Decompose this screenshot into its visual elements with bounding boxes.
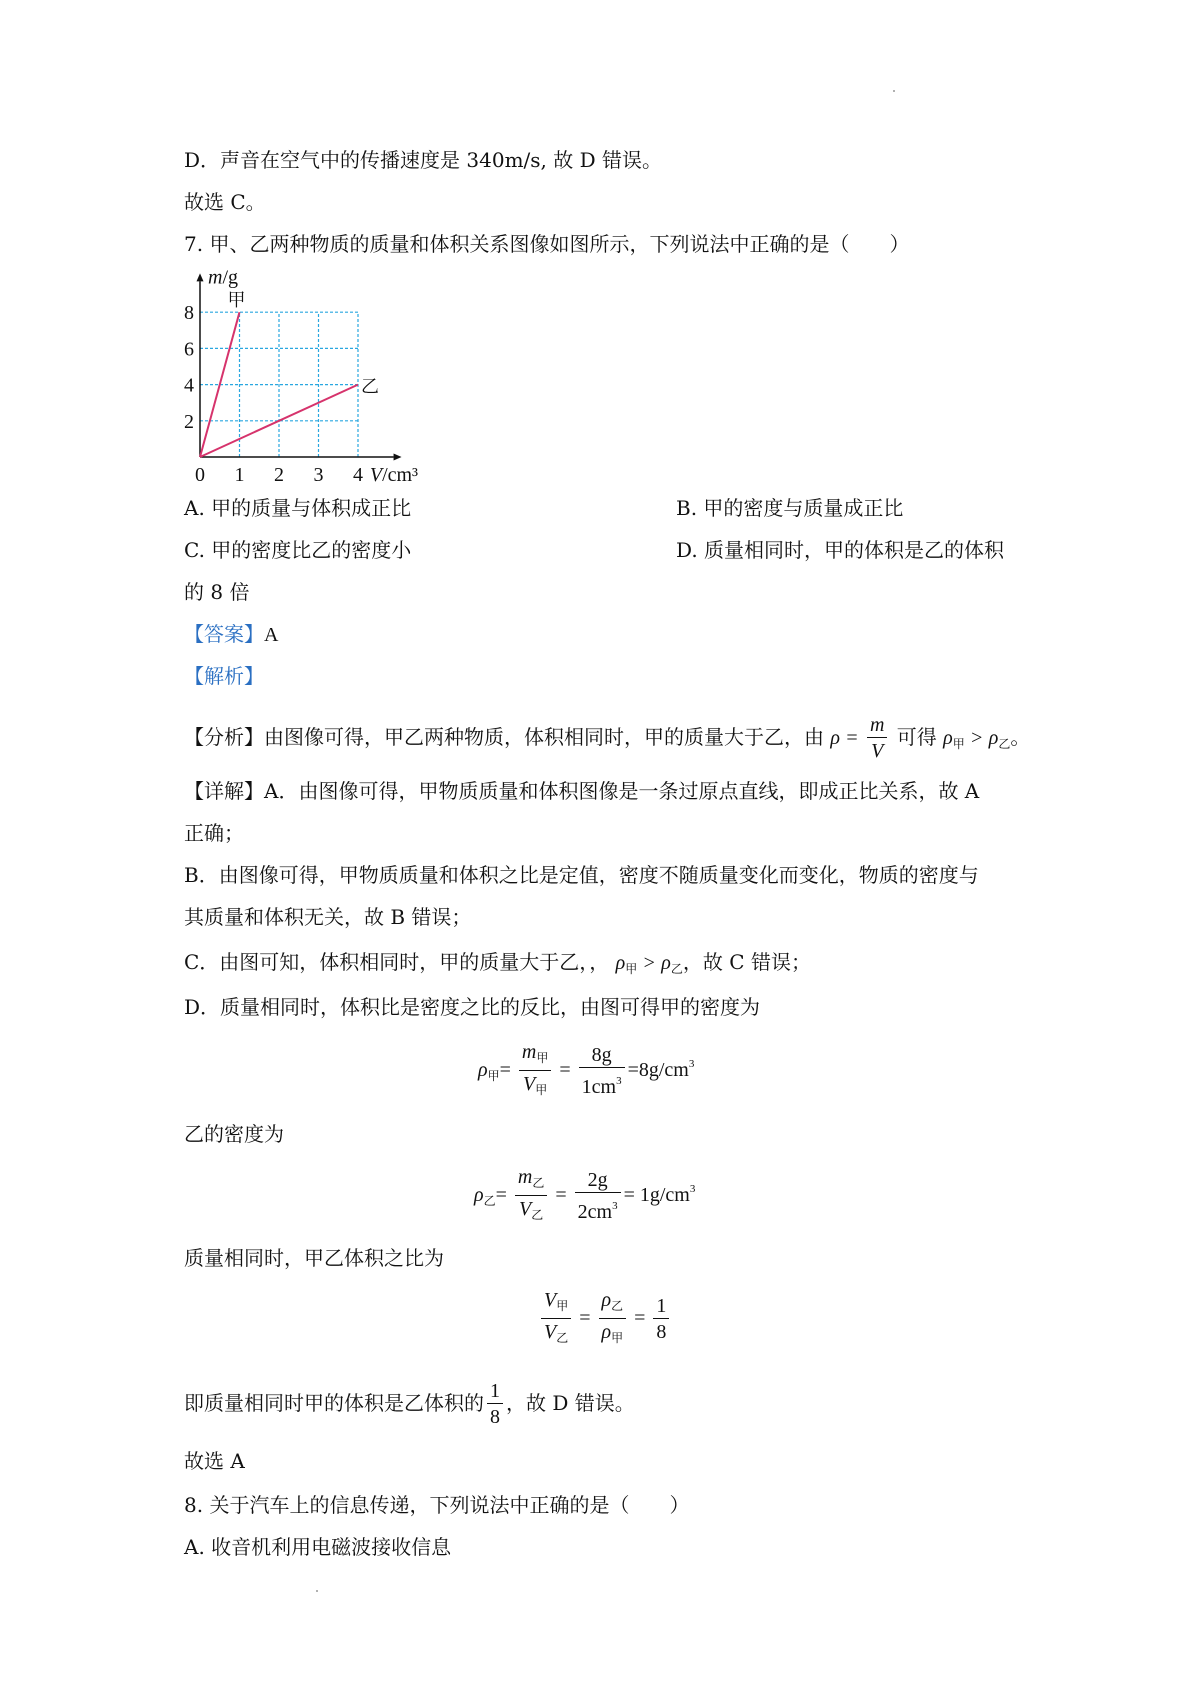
chart-labels xyxy=(184,270,418,485)
fenxi-line xyxy=(184,709,1030,772)
prev-option-d: D．声音在空气中的传播速度是 340m/s, 故 D 错误。 xyxy=(184,148,662,172)
equals-sign: = xyxy=(846,727,858,749)
detail-b-1: B．由图像可得，甲物质质量和体积之比是定值，密度不随质量变化而变化，物质的密度与 xyxy=(184,863,979,887)
series-label-jia: 甲 xyxy=(227,290,246,312)
y-axis-arrow xyxy=(197,273,204,281)
y-tick-label: 2 xyxy=(184,410,194,433)
analysis-tag: 【解析】 xyxy=(184,664,264,688)
rho-jia-equation: $\rho_甲=$ $\frac{m_甲}{V_甲}$ = $\frac{8g}{1cm^3}$ $=8g/cm^3$ xyxy=(478,1041,695,1098)
x-axis-arrow xyxy=(394,454,402,461)
rho-yi-c: ρ xyxy=(661,952,671,974)
bottom-speck xyxy=(316,1590,318,1592)
question-8: 8. 关于汽车上的信息传递，下列说法中正确的是（ ） xyxy=(184,1493,690,1517)
rho-symbol: ρ xyxy=(830,727,840,749)
final-post: ，故 D 错误。 xyxy=(506,1391,635,1415)
fraction-numerator: m xyxy=(867,713,887,738)
mass-volume-chart xyxy=(180,270,450,485)
period: 。 xyxy=(1010,725,1031,749)
xiangjie-a-continued: 正确； xyxy=(184,821,244,845)
question-8-option-a: A. 收音机利用电磁波接收信息 xyxy=(184,1535,452,1559)
choose-a: 故选 A xyxy=(184,1449,245,1473)
y-tick-label: 8 xyxy=(184,302,194,325)
option-d-continued: 的 8 倍 xyxy=(184,580,250,604)
sub-jia: 甲 xyxy=(952,737,965,751)
question-7: 7. 甲、乙两种物质的质量和体积关系图像如图所示，下列说法中正确的是（ ） xyxy=(184,232,910,256)
option-b: B. 甲的密度与质量成正比 xyxy=(676,496,904,520)
one-eighth-fraction: $\frac{1}{8}$ xyxy=(487,1379,503,1430)
option-a: A. 甲的质量与体积成正比 xyxy=(184,496,412,520)
volume-ratio-label: 质量相同时，甲乙体积之比为 xyxy=(184,1246,444,1270)
answer-value: A xyxy=(264,624,279,646)
density-formula-fraction xyxy=(867,713,887,764)
detail-c xyxy=(184,948,811,983)
sub-yi: 乙 xyxy=(998,737,1011,751)
greater-than-c: > xyxy=(643,952,655,974)
detail-b-2: 其质量和体积无关，故 B 错误； xyxy=(184,905,472,929)
y-axis-label: m/g xyxy=(208,270,239,289)
xiangjie-tag: 【详解】 xyxy=(184,779,264,803)
x-tick-label: 2 xyxy=(274,464,284,485)
answer-tag: 【答案】 xyxy=(184,622,264,646)
fraction-denominator: V xyxy=(871,740,884,762)
x-axis-label: V/cm³ xyxy=(369,464,419,485)
final-conclusion xyxy=(184,1375,635,1431)
option-c: C. 甲的密度比乙的密度小 xyxy=(184,538,412,562)
x-tick-label: 1 xyxy=(234,464,245,485)
final-pre: 即质量相同时甲的体积是乙体积的 xyxy=(184,1391,484,1415)
x-tick-label: 4 xyxy=(353,464,363,485)
option-d: D. 质量相同时，甲的体积是乙的体积 xyxy=(676,538,1005,562)
chart-grid xyxy=(200,312,358,457)
fenxi-tag: 【分析】 xyxy=(184,725,264,749)
detail-c-text: C．由图可知，体积相同时，甲的质量大于乙，， xyxy=(184,950,610,974)
y-tick-label: 6 xyxy=(184,338,194,361)
sub-jia-c: 甲 xyxy=(625,962,638,976)
rho-jia: ρ xyxy=(943,727,953,749)
yi-density-label: 乙的密度为 xyxy=(184,1122,284,1146)
y-tick-label: 4 xyxy=(184,374,194,397)
greater-than: > xyxy=(971,727,983,749)
detail-c-end: ，故 C 错误； xyxy=(682,950,811,974)
prev-conclusion: 故选 C。 xyxy=(184,190,266,214)
volume-ratio-equation: $\frac{V_甲}{V_乙}$ = $\frac{\rho_乙}{\rho_甲}$ = $\frac{1}{8}$ xyxy=(538,1288,672,1351)
detail-d: D．质量相同时，体积比是密度之比的反比，由图可得甲的密度为 xyxy=(184,995,761,1019)
x-tick-label: 3 xyxy=(313,464,324,485)
sub-yi-c: 乙 xyxy=(670,962,683,976)
xiangjie-a-text: A．由图像可得，甲物质质量和体积图像是一条过原点直线，即成正比关系，故 A xyxy=(264,779,980,803)
series-label-yi: 乙 xyxy=(361,376,379,398)
x-tick-label: 0 xyxy=(195,464,205,485)
rho-yi: ρ xyxy=(988,727,999,749)
xiangjie-a xyxy=(184,777,979,805)
fenxi-keyi: 可得 xyxy=(896,725,937,749)
fenxi-text: 由图像可得，甲乙两种物质，体积相同时，甲的质量大于乙，由 xyxy=(264,725,824,749)
rho-yi-equation: $\rho_乙=$ $\frac{m_乙}{V_乙}$ = $\frac{2g}{2cm^3}$ = $1g/cm^3$ xyxy=(474,1166,696,1223)
rho-jia-c: ρ xyxy=(615,952,626,974)
answer-line xyxy=(184,620,278,649)
top-speck xyxy=(893,90,895,92)
